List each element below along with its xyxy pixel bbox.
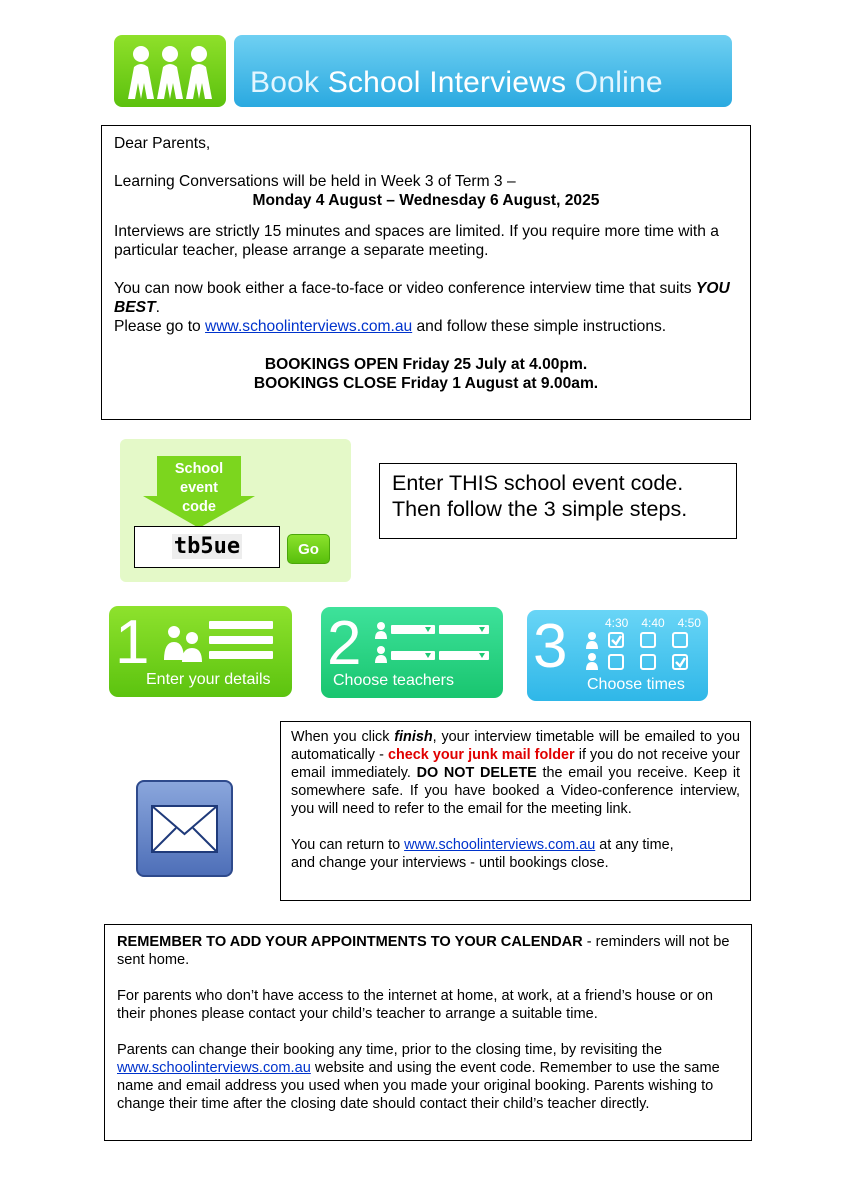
go-to-text: Please go to (114, 318, 206, 335)
instructions-line (114, 317, 738, 336)
time-labels (605, 616, 701, 630)
arrow-label-line1: School (174, 461, 224, 477)
person-form-icon (161, 618, 281, 668)
logo-people-icon (114, 35, 226, 107)
step3-caption: Choose times (587, 676, 685, 693)
booking-options (114, 279, 738, 317)
booking-text: You can now book either a face-to-face or video conference interview time that suits (114, 280, 696, 297)
bookings-open: BOOKINGS OPEN Friday 25 July at 4.00pm. (264, 356, 588, 373)
envelope-icon (136, 780, 233, 877)
banner-title (250, 66, 663, 100)
banner-word-online: Online (574, 66, 663, 99)
interview-note: Interviews are strictly 15 minutes and spaces are limited. If you require more time with a particular teacher, please arrange a separate meeting. (114, 223, 719, 259)
arrow-label-line3: code (182, 499, 216, 515)
follow-text: and follow these simple instructions. (412, 318, 667, 335)
go-button[interactable]: Go (287, 534, 330, 564)
event-code-field[interactable] (134, 526, 280, 568)
step2-caption: Choose teachers (333, 672, 454, 689)
website-link[interactable]: www.schoolinterviews.com.au (205, 318, 413, 335)
return-paragraph (291, 836, 740, 872)
reminder-box (104, 924, 752, 1141)
banner-word-school: School Interviews (327, 66, 567, 99)
change-text-a: Parents can change their booking any time, prior to the closing time, by revisiting the (117, 1042, 663, 1058)
arrow-label-line2: event (180, 480, 218, 496)
junk-mail-warning: check your junk mail folder (387, 747, 575, 763)
event-dates: Monday 4 August – Wednesday 6 August, 2025 (252, 192, 600, 209)
email-text-c: if you do not receive your email immediately. (291, 747, 740, 781)
greeting: Dear Parents, (114, 135, 211, 152)
you-best: YOU BEST (114, 280, 730, 316)
email-paragraph (291, 728, 740, 818)
bookings-close: BOOKINGS CLOSE Friday 1 August at 9.00am. (253, 375, 599, 392)
website-link[interactable]: www.schoolinterviews.com.au (117, 1060, 311, 1076)
change-text-b: website and using the event code. Remember to use the same name and email address you used when you made your original booking. Parents wishing to change their time after the closing date should contact their child’s teacher directly. (117, 1060, 720, 1112)
step2-number: 2 (327, 609, 362, 678)
teacher-select-icon (375, 621, 495, 671)
step-choose-times (527, 610, 708, 701)
event-code-value: tb5ue (173, 534, 241, 559)
reminder-heading-line (117, 933, 739, 969)
step-enter-details (109, 606, 292, 697)
event-line: Learning Conversations will be held in Week 3 of Term 3 – (114, 173, 516, 190)
time-label: 4:30 (605, 616, 629, 630)
instruction-line1: Enter THIS school event code. (392, 471, 684, 495)
time-label: 4:40 (641, 616, 665, 630)
email-text-b: , your interview timetable will be emailed to you automatically - (291, 729, 740, 763)
return-text-b: at any time, (595, 837, 674, 853)
banner-word-book: Book (250, 66, 320, 99)
step-choose-teachers (321, 607, 503, 698)
do-not-delete: DO NOT DELETE (416, 765, 537, 781)
email-text-d: the email you receive. Keep it somewhere safe. If you have booked a Video-conference interview, you will need to refer to the email for the meeting link. (291, 765, 741, 817)
no-internet-paragraph: For parents who don’t have access to the internet at home, at work, at a friend’s house or on their phones please contact your child’s teacher to arrange a suitable time. (117, 988, 713, 1022)
return-text-c: and change your interviews - until bookings close. (291, 855, 609, 871)
time-label: 4:50 (677, 616, 701, 630)
instruction-line2: Then follow the 3 simple steps. (392, 497, 688, 521)
time-checkbox-icon (585, 630, 703, 674)
website-link[interactable]: www.schoolinterviews.com.au (404, 837, 596, 853)
step3-number: 3 (533, 612, 568, 681)
reminder-heading: REMEMBER TO ADD YOUR APPOINTMENTS TO YOUR CALENDAR (117, 934, 583, 950)
change-booking-paragraph (117, 1041, 739, 1113)
email-info-box (280, 721, 751, 901)
step1-number: 1 (115, 608, 150, 677)
booking-period: . (155, 299, 160, 316)
return-text-a: You can return to (291, 837, 405, 853)
instruction-box (379, 463, 737, 539)
reminder-heading-tail: - reminders will not be sent home. (117, 934, 730, 968)
step1-caption: Enter your details (146, 671, 271, 688)
letter-box (101, 125, 751, 420)
finish-word: finish (394, 729, 433, 745)
email-text-a: When you click (291, 729, 395, 745)
arrow-label (153, 460, 245, 517)
